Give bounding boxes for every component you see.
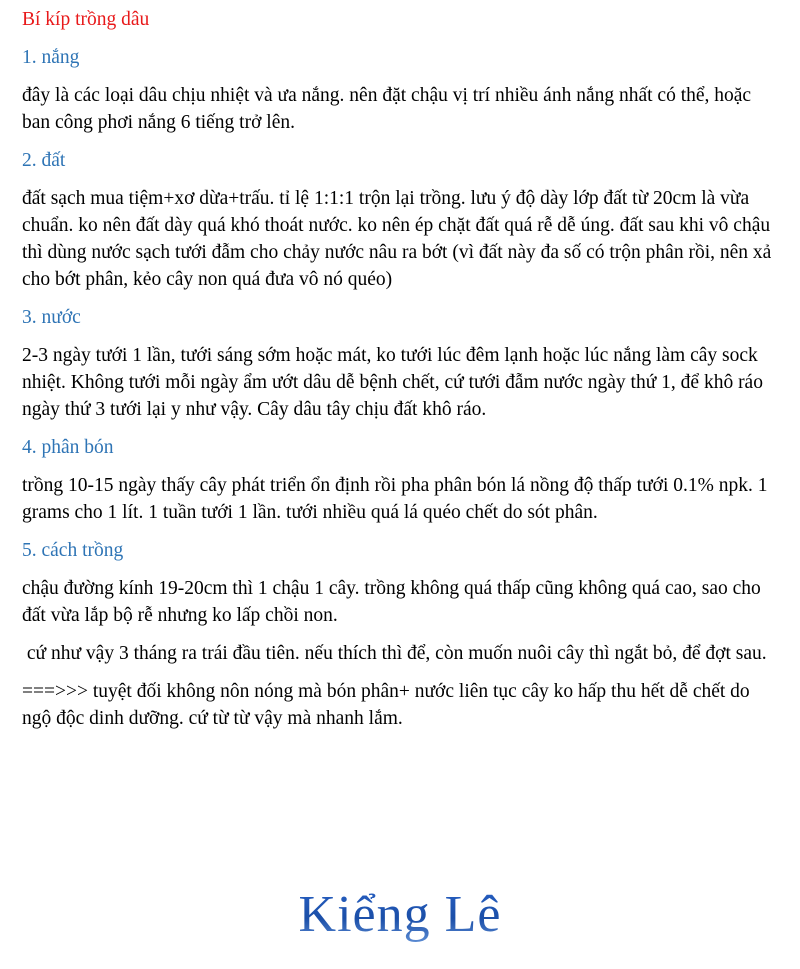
document-page <box>22 6 782 743</box>
section-paragraph: đất sạch mua tiệm+xơ dừa+trấu. tỉ lệ 1:1:1 trộn lại trồng. lưu ý độ dày lớp đất từ 20cm là vừa chuẩn. ko nên đất dày quá khó thoát nước. ko nên ép chặt đất quá rễ dễ úng. đất sau khi vô chậu thì dùng nước sạch tưới đẫm cho chảy nước nâu ra bớt (vì đất này đa số có trộn phân rồi, nên xả cho bớt phân, kẻo cây non quá đưa vô nó quéo) <box>22 188 772 290</box>
document-title: Bí kíp trồng dâu <box>22 9 150 30</box>
section-heading-soil: 2. đất <box>22 150 66 171</box>
section-heading-sun: 1. nắng <box>22 47 80 68</box>
section-heading-fertilizer: 4. phân bón <box>22 437 114 458</box>
section-heading-water: 3. nước <box>22 307 81 328</box>
section-paragraph: trồng 10-15 ngày thấy cây phát triển ổn định rồi pha phân bón lá nồng độ thấp tưới 0.1% npk. 1 grams cho 1 lít. 1 tuần tưới 1 lần. tưới nhiều quá lá quéo chết do sót phân. <box>22 475 768 523</box>
section-paragraph: 2-3 ngày tưới 1 lần, tưới sáng sớm hoặc mát, ko tưới lúc đêm lạnh hoặc lúc nắng làm cây sock nhiệt. Không tưới mỗi ngày ẩm ướt dâu dễ bệnh chết, cứ tưới đẫm nước ngày thứ 1, để khô ráo ngày thứ 3 tưới lại y như vậy. Cây dâu tây chịu đất khô ráo. <box>22 345 763 420</box>
section-paragraph: chậu đường kính 19-20cm thì 1 chậu 1 cây. trồng không quá thấp cũng không quá cao, sao cho đất vừa lắp bộ rễ nhưng ko lấp chồi non. <box>22 578 761 626</box>
section-heading-planting: 5. cách trồng <box>22 540 124 561</box>
section-paragraph: ===>>> tuyệt đối không nôn nóng mà bón phân+ nước liên tục cây ko hấp thu hết dễ chết do ngộ độc dinh dưỡng. cứ từ từ vậy mà nhanh lắm. <box>22 681 750 729</box>
section-paragraph: đây là các loại dâu chịu nhiệt và ưa nắng. nên đặt chậu vị trí nhiều ánh nắng nhất có thể, hoặc ban công phơi nắng 6 tiếng trở lên. <box>22 85 752 133</box>
section-paragraph: cứ như vậy 3 tháng ra trái đầu tiên. nếu thích thì để, còn muốn nuôi cây thì ngắt bỏ, để đợt sau. <box>22 643 767 664</box>
signature-watermark: Kiểng Lê <box>0 880 800 950</box>
